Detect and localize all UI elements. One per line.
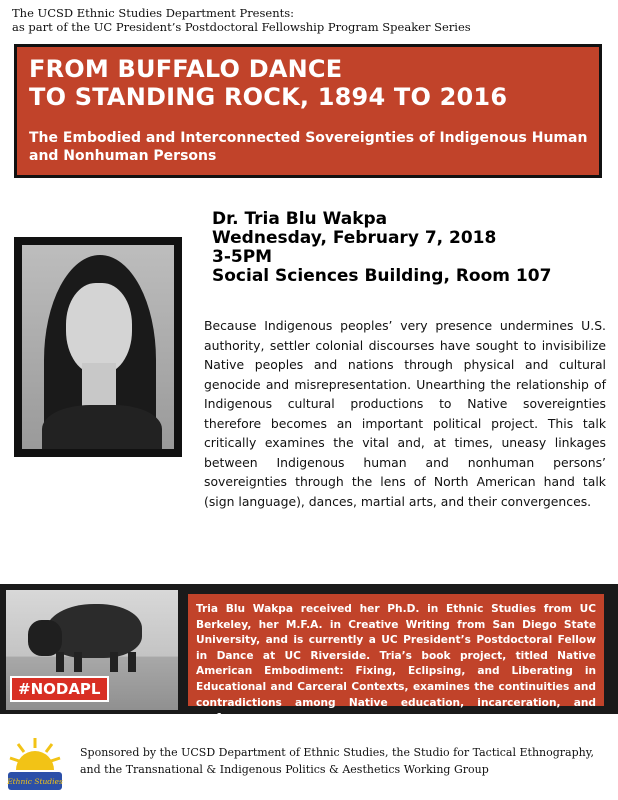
title-line-2: TO STANDING ROCK, 1894 TO 2016 [29,83,508,111]
title-banner [14,44,602,178]
sponsor-line-2: and the Transnational & Indigenous Politics & Aesthetics Working Group [80,763,489,776]
sponsor-line-1: Sponsored by the UCSD Department of Ethnic Studies, the Studio for Tactical Ethnography, [80,746,594,759]
event-title [29,55,599,111]
presenter-line-2: as part of the UC President’s Postdoctoral Fellowship Program Speaker Series [12,20,471,34]
bison-photo [6,590,178,710]
presenter-header [12,6,612,34]
presenter-line-1: The UCSD Ethnic Studies Department Presents: [12,6,295,20]
sponsor-text [80,744,616,778]
speaker-photo [14,237,182,457]
event-details [212,210,612,286]
talk-abstract: Because Indigenous peoples’ very presence undermines U.S. authority, settler colonial discourses have sought to invisibilize Native peoples and nations through physical and cultural genocide and misrepresentation. Unearthing the relationship of Indigenous cultural productions to Native sovereignties therefore becomes an important political project. This talk critically examines the vital and, at times, uneasy linkages between Indigenous human and nonhuman persons’ sovereignties through the lens of North American hand talk (sign language), dances, martial arts, and their convergences. [204,318,606,509]
event-subtitle: The Embodied and Interconnected Sovereignties of Indigenous Human and Nonhuman Persons [29,130,588,164]
nodapl-tag: #NODAPL [10,676,109,702]
event-location: Social Sciences Building, Room 107 [212,266,552,286]
event-time: 3-5PM [212,247,273,267]
event-date: Wednesday, February 7, 2018 [212,228,497,248]
ethnic-studies-logo [6,734,64,796]
logo-text: Ethnic Studies [7,777,63,786]
speaker-name: Dr. Tria Blu Wakpa [212,209,388,229]
title-line-1: FROM BUFFALO DANCE [29,55,343,83]
speaker-bio: Tria Blu Wakpa received her Ph.D. in Ethnic Studies from UC Berkeley, her M.F.A. in Creative Writing from San Diego State University, and is currently a UC President’s Postdoctoral Fellow in Dance at UC Riverside. Tria’s book project, titled Native American Embodiment: Fixing, Eclipsing, and Liberating in Educational and Carceral Contexts, examines the continuities and contradictions among Native education, incarceration, and performance. [188,594,604,706]
